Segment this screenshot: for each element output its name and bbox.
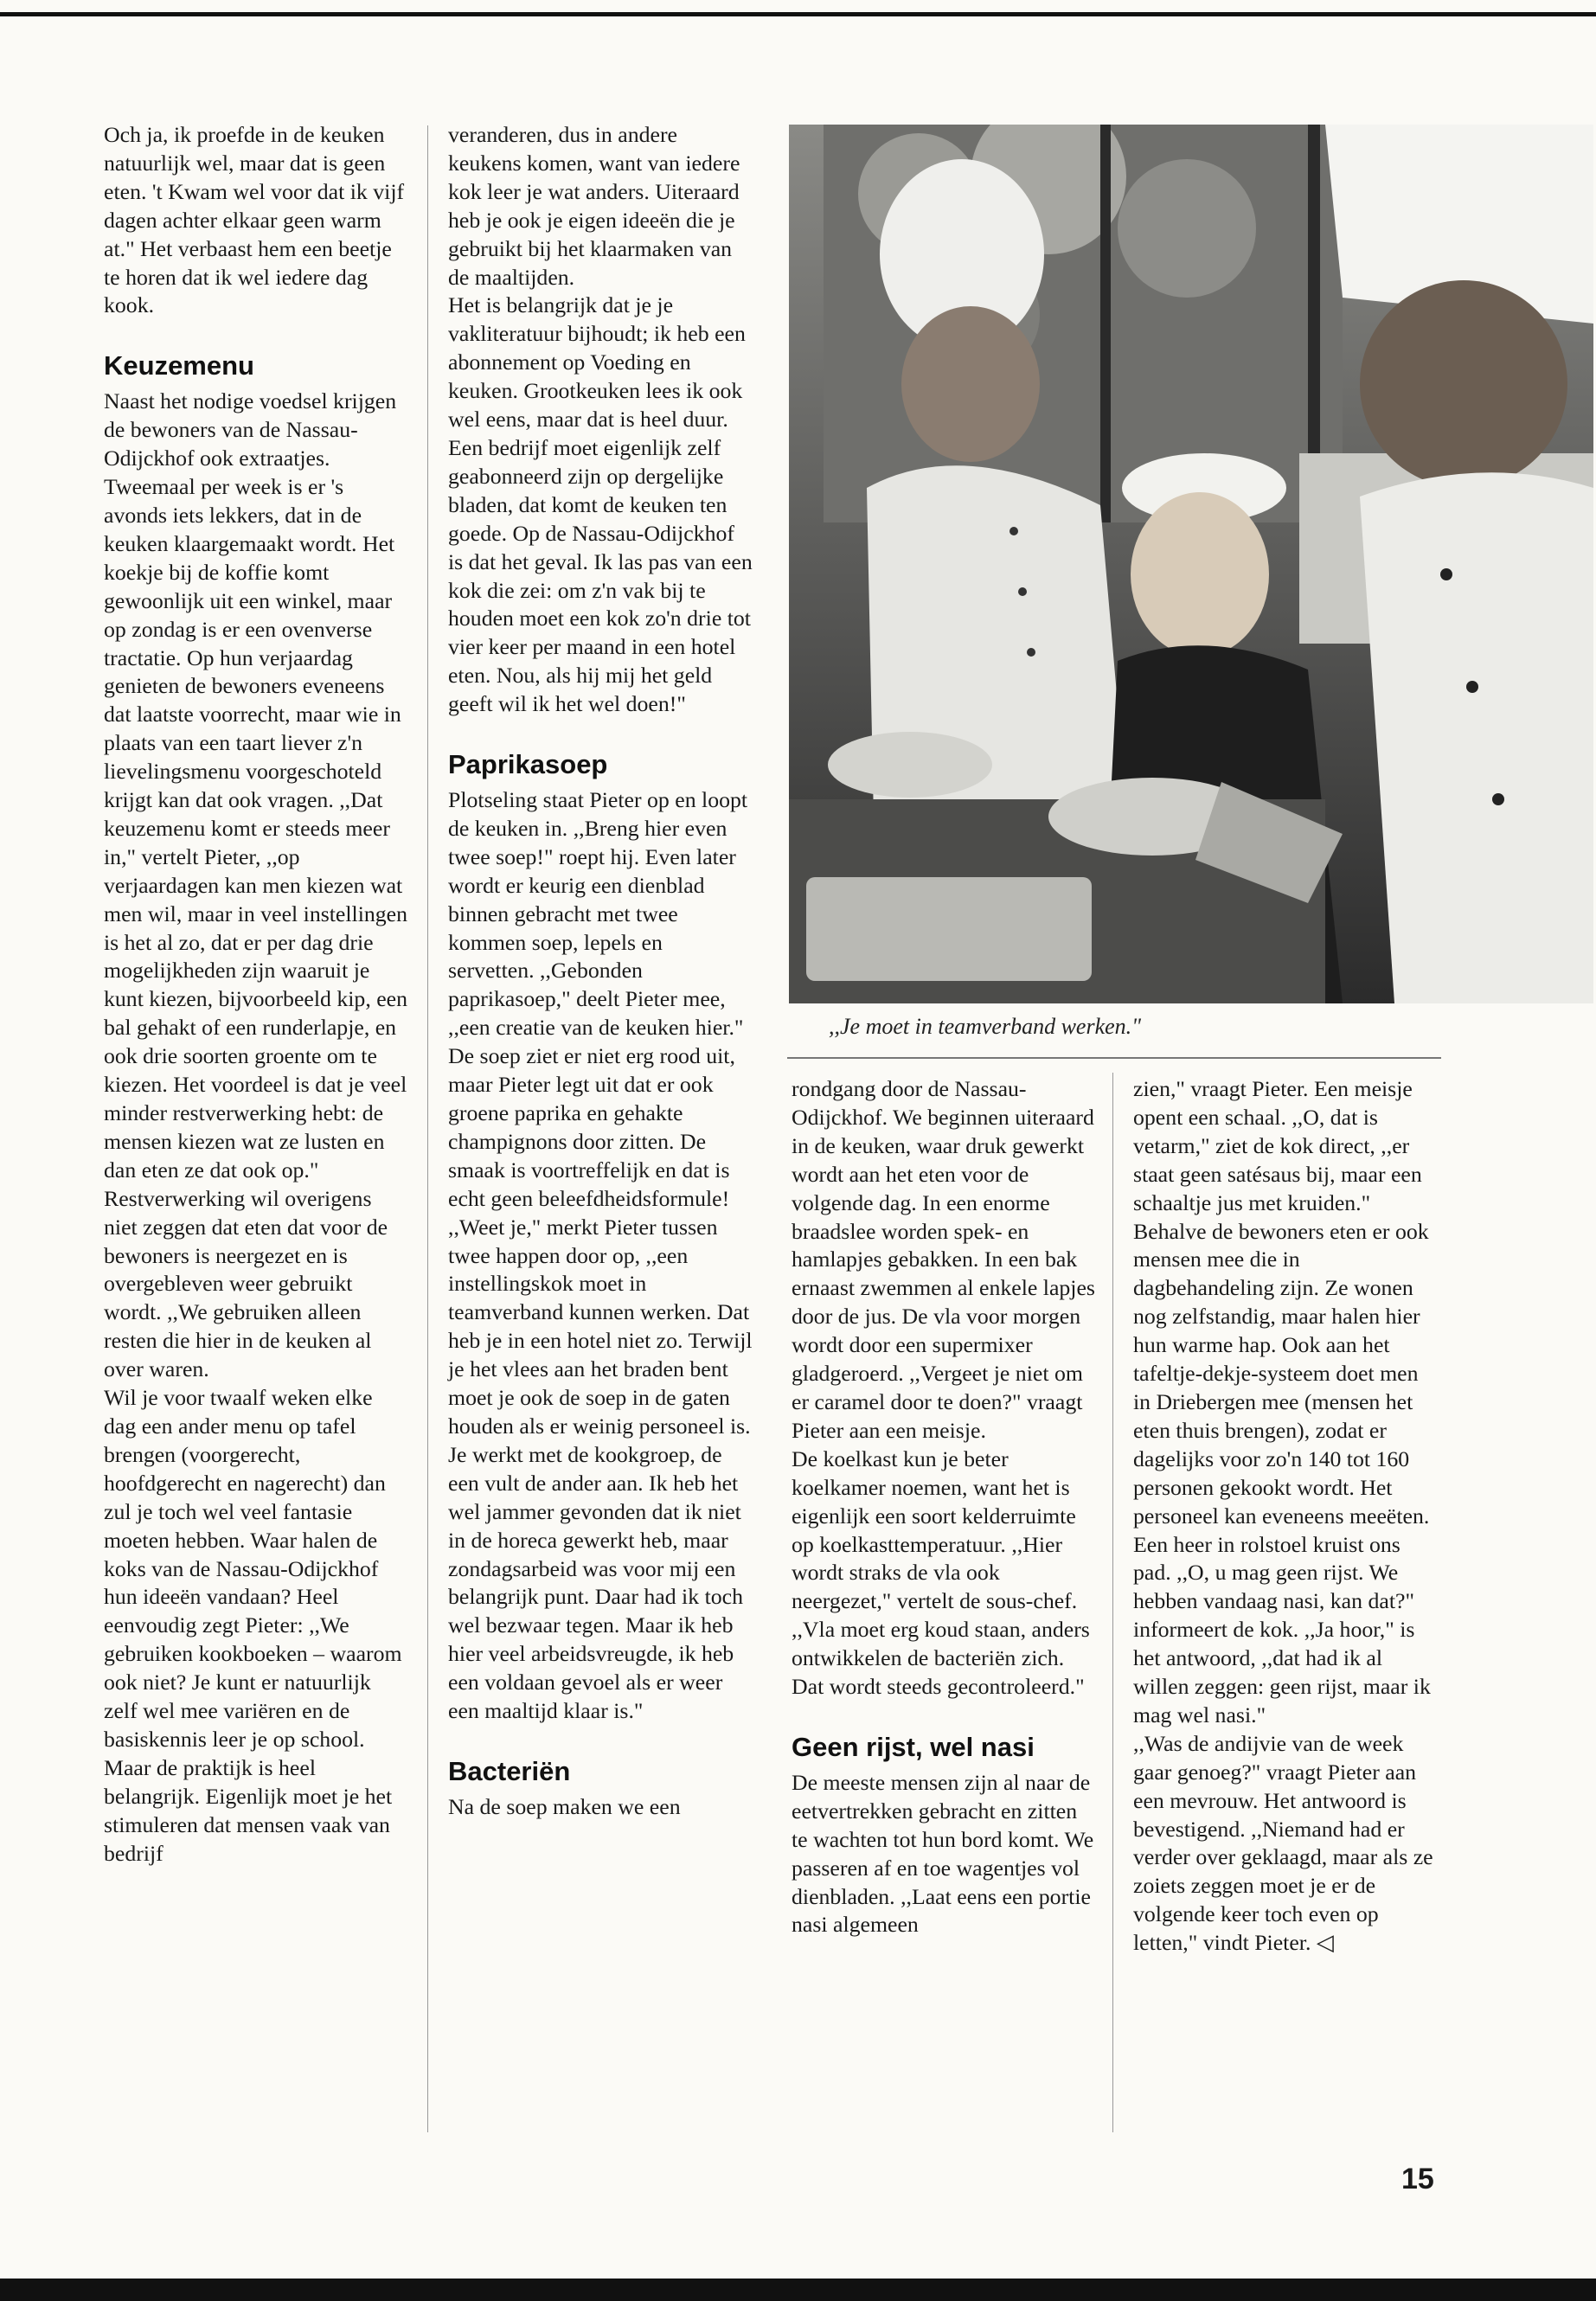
kitchen-photo — [789, 125, 1593, 1003]
top-rule — [0, 12, 1596, 16]
col2-paragraph-5: Na de soep maken we een — [448, 1793, 681, 1819]
col3-paragraph-2: De koelkast kun je beter koelkamer noemen, want het is eigenlijk een soort kelderruimte op koelkasttemperatuur. ,,Hier wordt straks de vla ook neergezet," vertelt de sous-chef. ,,Vla moet erg koud staan, anders ontwikkelen de bacteriën zich. Dat wordt steeds gecontroleerd." — [792, 1445, 1090, 1700]
col3-paragraph-3: De meeste mensen zijn al naar de eetvertrekken gebracht en zitten te wachten tot hun bord komt. We passeren af en toe wagentjes vol dienbladen. ,,Laat eens een portie nasi algemeen — [792, 1769, 1094, 1938]
col1-paragraph-3: Wil je voor twaalf weken elke dag een ander menu op tafel brengen (voorgerecht, hoofdgerecht en nagerecht) dan zul je toch wel veel fantasie moeten hebben. Waar halen de koks van de Nassau-Odijckhof hun ideeën vandaan? Heel eenvoudig zegt Pieter: ,,We gebruiken kookboeken – waarom ook niet? Je kunt er natuurlijk zelf wel mee variëren en de basiskennis leer je op school. Maar de praktijk is heel belangrijk. Eigenlijk moet je het stimuleren dat mensen vaak van bedrijf — [104, 1385, 402, 1866]
col2-paragraph-1: veranderen, dus in andere keukens komen, want van iedere kok leer je wat anders. Uiteraard heb je ook je eigen ideeën die je gebruikt bij het klaarmaken van de maaltijden. — [448, 122, 740, 290]
column-divider-1 — [427, 125, 428, 2132]
col2-paragraph-4: ,,Weet je," merkt Pieter tussen twee happen door op, ,,een instellingskok moet in teamverband kunnen werken. Dat heb je in een hotel niet zo. Terwijl je het vlees aan het braden bent moet je ook de soep in de gaten houden als er weinig personeel is. Je werkt met de kookgroep, de een vult de ander aan. Ik heb het wel jammer gevonden dat ik niet in de horeca gewerkt heb, maar zondagsarbeid was voor mij een belangrijk punt. Daar had ik toch wel bezwaar tegen. Maar ik heb hier veel arbeidsvreugde, ik heb een voldaan gevoel als er weer een maaltijd klaar is." — [448, 1214, 753, 1724]
bottom-rule — [0, 2279, 1596, 2301]
kitchen-photo-illustration — [789, 125, 1593, 1003]
col4-paragraph-1: zien," vraagt Pieter. Een meisje opent een schaal. ,,O, dat is vetarm," ziet de kok direct, ,,er staat geen satésaus bij, maar een schaaltje jus met kruiden." Behalve de bewoners eten er ook mensen mee die in dagbehandeling zijn. Ze wonen nog zelfstandig, maar halen hier hun warme hap. Ook aan het tafeltje-dekje-systeem doet men in Driebergen mee (mensen het eten thuis brengen), zodat er dagelijks voor zo'n 140 tot 160 personen gekookt wordt. Het personeel kan eveneens meeëten. Een heer in rolstoel kruist ons pad. ,,O, u mag geen rijst. We hebben vandaag nasi, kan dat?" informeert de kok. ,,Ja hoor," is het antwoord, ,,dat had ik al willen zeggen: geen rijst, maar ik mag wel nasi." — [1133, 1076, 1431, 1727]
col3-paragraph-1: rondgang door de Nassau-Odijckhof. We beginnen uiteraard in de keuken, waar druk gewerkt wordt aan het eten voor de volgende dag. In een enorme braadslee worden spek- en hamlapjes gebakken. In een bak ernaast zwemmen al enkele lapjes door de jus. De vla voor morgen wordt door een supermixer gladgeroerd. ,,Vergeet je niet om er caramel door te doen?" vraagt Pieter aan een meisje. — [792, 1076, 1095, 1443]
col2-paragraph-2: Het is belangrijk dat je je vakliteratuur bijhoudt; ik heb een abonnement op Voeding en keuken. Grootkeuken lees ik ook wel eens, maar dat is heel duur. Een bedrijf moet eigenlijk zelf geabonneerd zijn op dergelijke bladen, dat komt de keuken ten goede. Op de Nassau-Odijckhof is dat het geval. Ik las pas van een kok die zei: om z'n vak bij te houden moet een kok zo'n drie tot vier keer per maand in een hotel eten. Nou, als hij mij het geld geeft wil ik het wel doen!" — [448, 292, 753, 717]
column-2 — [448, 121, 753, 1822]
column-4 — [1133, 1075, 1438, 1958]
col1-paragraph-2: Naast het nodige voedsel krijgen de bewoners van de Nassau-Odijckhof ook extraatjes. Tweemaal per week is er 's avonds iets lekkers, dat in de keuken klaargemaakt wordt. Het koekje bij de koffie komt gewoonlijk uit een winkel, maar op zondag is er een ovenverse tractatie. Op hun verjaardag genieten de bewoners eveneens dat laatste voorrecht, maar wie in plaats van een taart liever z'n lievelingsmenu voorgeschoteld krijgt kan dat ook vragen. ,,Dat keuzemenu komt er steeds meer in," vertelt Pieter, ,,op verjaardagen kan men kiezen wat men wil, maar in veel instellingen is het al zo, dat er per dag drie mogelijkheden zijn waaruit je kunt kiezen, bijvoorbeeld kip, een bal gehakt of een runderlapje, en ook drie soorten groente om te kiezen. Het voordeel is dat je veel minder restverwerking hebt: de mensen kiezen wat ze lusten en dan eten ze dat ook op." Restverwerking wil overigens niet zeggen dat eten dat voor de bewoners is neergezet en is overgebleven weer gebruikt wordt. ,,We gebruiken alleen resten die hier in de keuken al over waren. — [104, 388, 408, 1382]
col4-paragraph-2: ,,Was de andijvie van de week gaar genoeg?" vraagt Pieter aan een mevrouw. Het antwoord is bevestigend. ,,Niemand had er verder over geklaagd, maar als ze zoiets zeggen moet je er de volgende keer toch even op letten," vindt Pieter. ◁ — [1133, 1730, 1433, 1956]
page-number: 15 — [1401, 2163, 1434, 2195]
heading-geen-rijst-wel-nasi: Geen rijst, wel nasi — [792, 1731, 1035, 1762]
column-divider-2 — [1112, 1073, 1113, 2132]
col2-paragraph-3: Plotseling staat Pieter op en loopt de keuken in. ,,Breng hier even twee soep!" roept hij. Even later wordt er keurig een dienblad binnen gebracht met twee kommen soep, lepels en servetten. ,,Gebonden paprikasoep," deelt Pieter mee, ,,een creatie van de keuken hier." De soep ziet er niet erg rood uit, maar Pieter legt uit dat er ook groene paprika en gehakte champignons door zitten. De smaak is voortreffelijk en dat is echt geen beleefdheidsformule! — [448, 787, 748, 1211]
heading-paprikasoep: Paprikasoep — [448, 749, 608, 780]
heading-keuzemenu: Keuzemenu — [104, 350, 254, 381]
column-3 — [792, 1075, 1096, 1939]
photo-caption: ,,Je moet in teamverband werken." — [829, 1014, 1142, 1039]
heading-bacterien: Bacteriën — [448, 1755, 571, 1786]
col1-paragraph-1: Och ja, ik proefde in de keuken natuurlijk wel, maar dat is geen eten. 't Kwam wel voor dat ik vijf dagen achter elkaar geen warm at." Het verbaast hem een beetje te horen dat ik wel iedere dag kook. — [104, 122, 405, 318]
caption-rule — [787, 1057, 1441, 1059]
column-1 — [104, 121, 408, 1868]
